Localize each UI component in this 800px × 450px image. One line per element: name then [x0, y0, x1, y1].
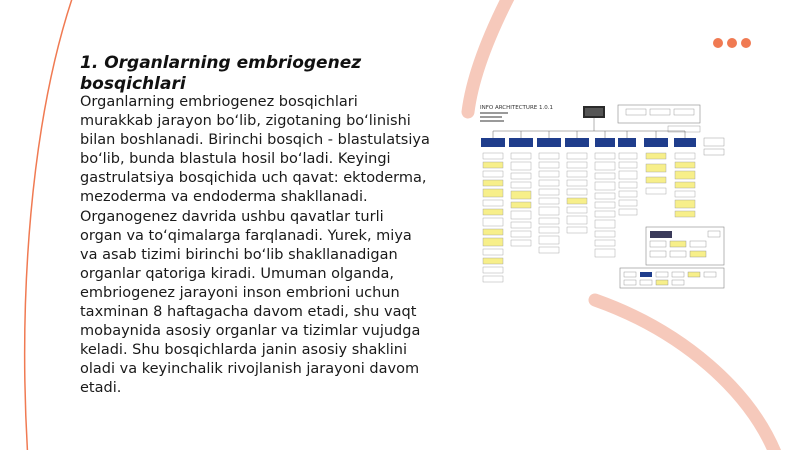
- slide-title: 1. Organlarning embriogenez bosqichlari: [80, 53, 362, 94]
- diagram-group-box: [646, 227, 724, 265]
- diagram-header-row: [481, 138, 696, 147]
- info-architecture-diagram: [478, 100, 728, 290]
- diagram-legend-box: [620, 268, 724, 288]
- diagram-title: INFO ARCHITECTURE 1.0.1: [480, 105, 553, 111]
- slide-body-text: Organlarning embriogenez bosqichlari murakkab jarayon bo‘lib, zigotaning bo‘linishi bilan boshlanadi. Birinchi bosqich - blastulatsiya bo‘lib, bunda blastula hosil bo‘ladi. Keyingi gastrulatsiya bosqichida uch qavat: ektoderma, mezoderma va endoderma shakllanadi. Organogenez davrida ushbu qavatlar turli organ va to‘qimalarga farqlanadi. Yurek, miya va asab tizimi birinchi bo‘lib shakllanadigan organlar qatoriga kiradi. Umuman olganda, embriogenez jarayoni inson embrioni uchun taxminan 8 haftagacha davom etadi, shu vaqt mobaynida asosiy organlar va tizimlar vujudga keladi. Shu bosqichlarda janin asosiy shaklini oladi va keyinchalik rivojlanish jarayoni davom etadi.: [80, 94, 430, 397]
- left-arc-line: [25, 0, 75, 450]
- top-arc-band: [468, 0, 512, 112]
- dot: [741, 38, 751, 48]
- bottom-arc-band: [595, 300, 778, 450]
- dot: [727, 38, 737, 48]
- decorative-dots: [713, 38, 751, 48]
- dot: [713, 38, 723, 48]
